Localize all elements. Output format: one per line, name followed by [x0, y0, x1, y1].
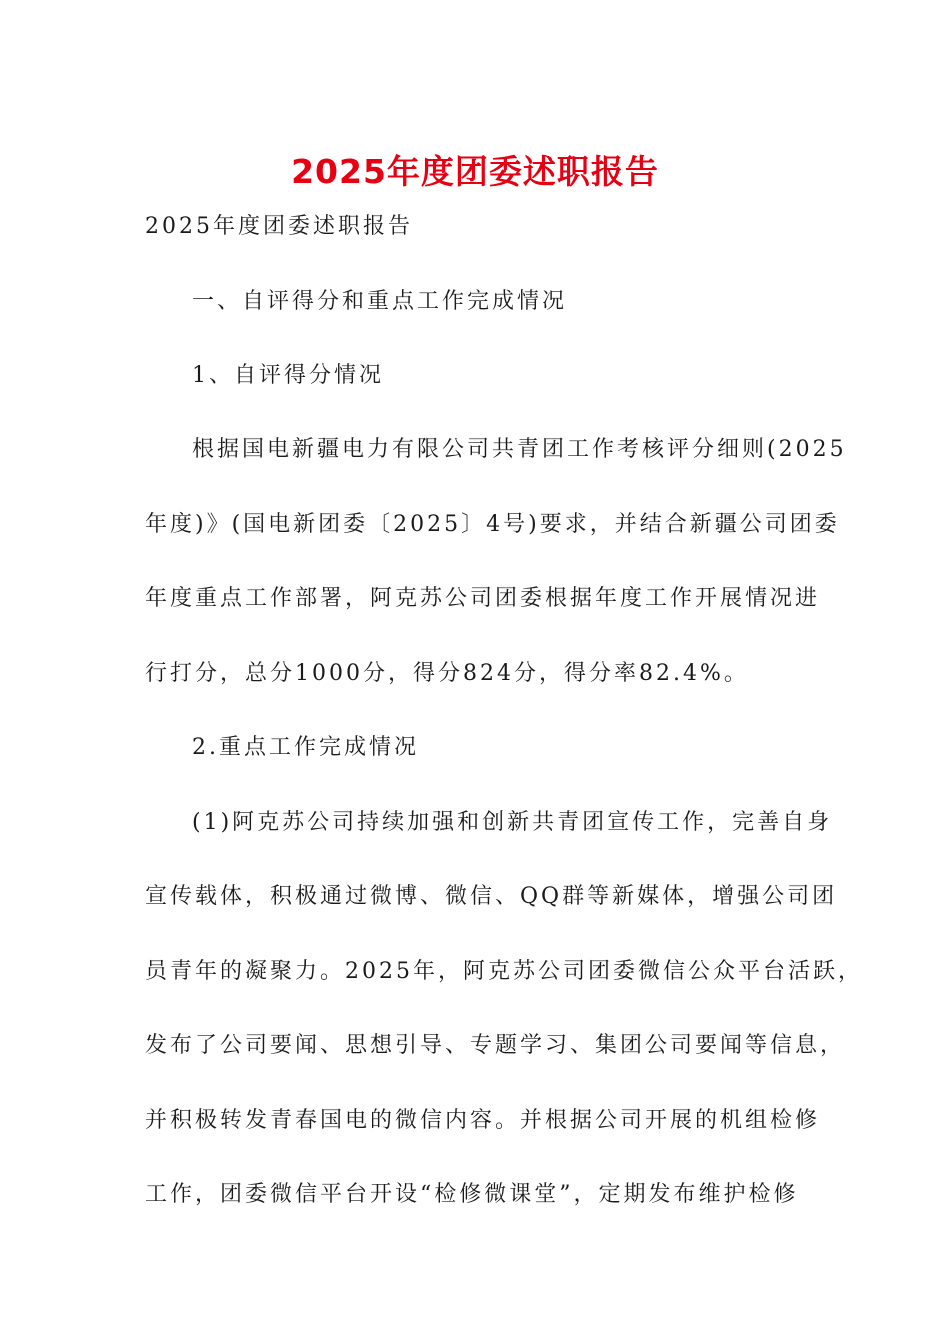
subsection-heading-1: 1、自评得分情况	[192, 363, 384, 388]
paragraph-line: 发布了公司要闻、思想引导、专题学习、集团公司要闻等信息，	[145, 1033, 846, 1058]
document-title: 2025年度团委述职报告	[291, 152, 659, 191]
paragraph-line: 宣传载体，积极通过微博、微信、QQ群等新媒体，增强公司团	[145, 884, 838, 909]
section-heading-1: 一、自评得分和重点工作完成情况	[192, 289, 568, 314]
paragraph-line: 年度)》(国电新团委〔2025〕4号)要求，并结合新疆公司团委	[145, 512, 840, 537]
paragraph-line: 根据国电新疆电力有限公司共青团工作考核评分细则(2025	[192, 437, 847, 462]
document-subtitle: 2025年度团委述职报告	[145, 214, 413, 239]
paragraph-line: (1)阿克苏公司持续加强和创新共青团宣传工作，完善自身	[192, 810, 833, 835]
paragraph-line: 行打分，总分1000分，得分824分，得分率82.4%。	[145, 661, 749, 686]
paragraph-line: 工作，团委微信平台开设“检修微课堂”，定期发布维护检修	[145, 1182, 799, 1207]
paragraph-line: 年度重点工作部署，阿克苏公司团委根据年度工作开展情况进	[145, 586, 821, 611]
subsection-heading-2: 2.重点工作完成情况	[192, 735, 419, 760]
paragraph-line: 员青年的凝聚力。2025年，阿克苏公司团委微信公众平台活跃，	[145, 959, 863, 984]
paragraph-line: 并积极转发青春国电的微信内容。并根据公司开展的机组检修	[145, 1108, 821, 1133]
